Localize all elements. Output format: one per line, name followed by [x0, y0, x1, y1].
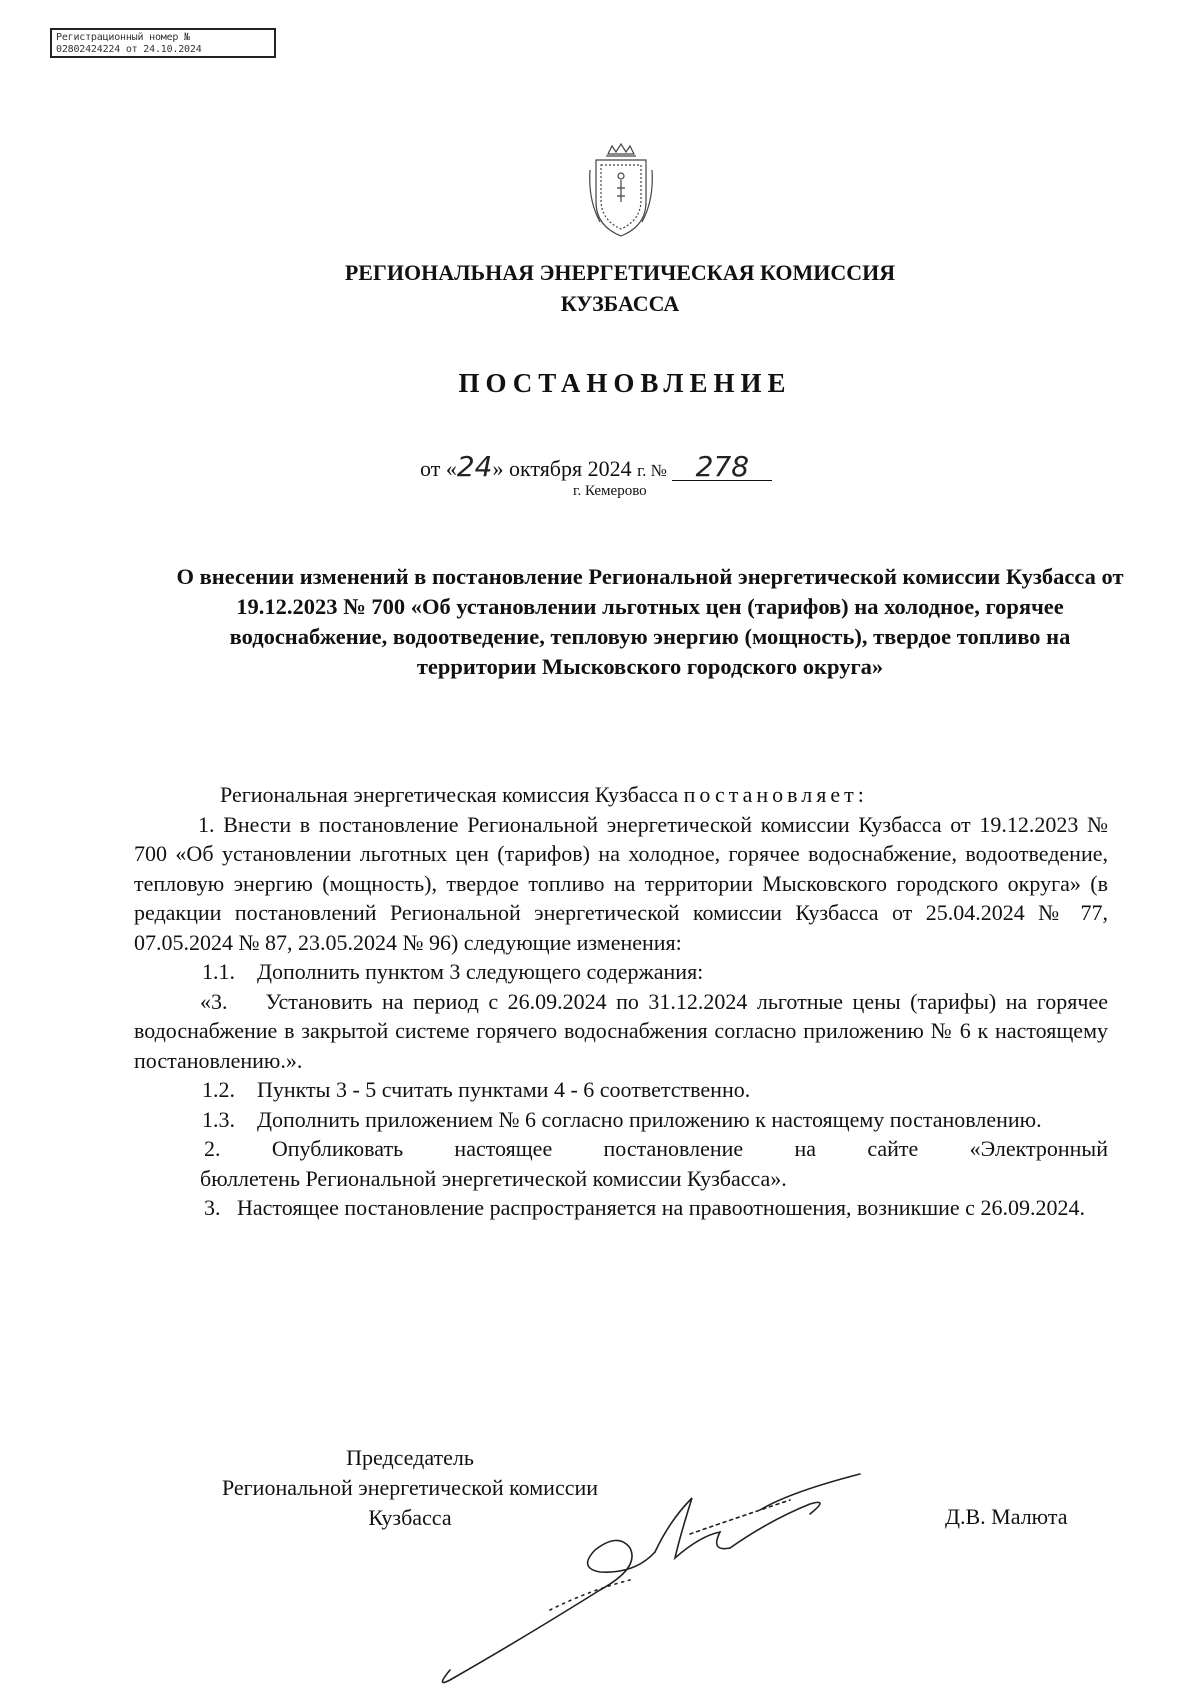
document-title: О внесении изменений в постановление Региональной энергетической комиссии Кузбасса от 19.12.2023 № 700 «Об установлении льготных цен (тарифов) на холодное, горячее водоснабжение, водоотведение, тепловую энергию (мощность), твердое топливо на территории Мысковского городского округа»: [176, 564, 1124, 679]
intro-paragraph: Региональная энергетическая комиссия Кузбасса постановляет:: [220, 782, 868, 807]
document-type: ПОСТАНОВЛЕНИЕ: [458, 368, 792, 398]
regional-crest-icon: [586, 140, 656, 240]
registration-stamp: [50, 28, 276, 58]
document-number-handwritten: 278: [672, 454, 772, 481]
signatory-region: Кузбасса: [368, 1505, 452, 1530]
paragraph-1: 1. Внести в постановление Региональной энергетической комиссии Кузбасса от 19.12.2023 № 700 «Об установлении льготных цен (тарифов) на холодное, горячее водоснабжение, водоотведение, тепловую энергию (мощность), твердое топливо на территории Мысковского городского округа» (в редакции постановлений Региональной энергетической комиссии Кузбасса от 25.04.2024 № 77, 07.05.2024 № 87, 23.05.2024 № 96) следующие изменения:: [134, 811, 1108, 955]
organization-region: КУЗБАССА: [560, 291, 680, 316]
paragraph-1-1: 1.1. Дополнить пунктом 3 следующего содержания:: [202, 959, 704, 984]
signatory-name: Д.В. Малюта: [945, 1504, 1068, 1529]
paragraph-1-2: 1.2. Пункты 3 - 5 считать пунктами 4 - 6 соответственно.: [202, 1077, 751, 1102]
paragraph-2-line-2: бюллетень Региональной энергетической комиссии Кузбасса».: [200, 1165, 787, 1191]
paragraph-2-line-1: 2. Опубликовать настоящее постановление на сайте «Электронный: [204, 1136, 1108, 1161]
date-day-handwritten: 24: [456, 450, 493, 483]
document-city: г. Кемерово: [573, 483, 647, 499]
registration-label: Регистрационный номер №: [56, 32, 190, 43]
signatory-organization: Региональной энергетической комиссии: [221, 1475, 599, 1500]
document-body: [134, 780, 1114, 1223]
handwritten-signature: [430, 1440, 950, 1700]
date-month-year: » октября 2024: [492, 456, 638, 481]
intro-verb: постановляет:: [683, 782, 868, 807]
date-number-label: г. №: [637, 461, 667, 480]
date-prefix: от «: [420, 456, 457, 481]
paragraph-1-1-quote: «3. Установить на период с 26.09.2024 по 31.12.2024 льготные цены (тарифы) на горячее водоснабжение в закрытой системе горячего водоснабжения согласно приложению № 6 к настоящему постановлению.».: [134, 988, 1114, 1073]
organization-name: РЕГИОНАЛЬНАЯ ЭНЕРГЕТИЧЕСКАЯ КОМИССИЯ: [344, 260, 896, 285]
paragraph-1-3: 1.3. Дополнить приложением № 6 согласно приложению к настоящему постановлению.: [202, 1106, 1042, 1132]
document-date-line: [420, 450, 772, 483]
registration-number: 02802424224 от 24.10.2024: [56, 44, 202, 55]
signatory-position: Председатель: [346, 1445, 474, 1470]
paragraph-3: 3. Настоящее постановление распространяется на правоотношения, возникшие с 26.09.2024.: [204, 1195, 1085, 1220]
